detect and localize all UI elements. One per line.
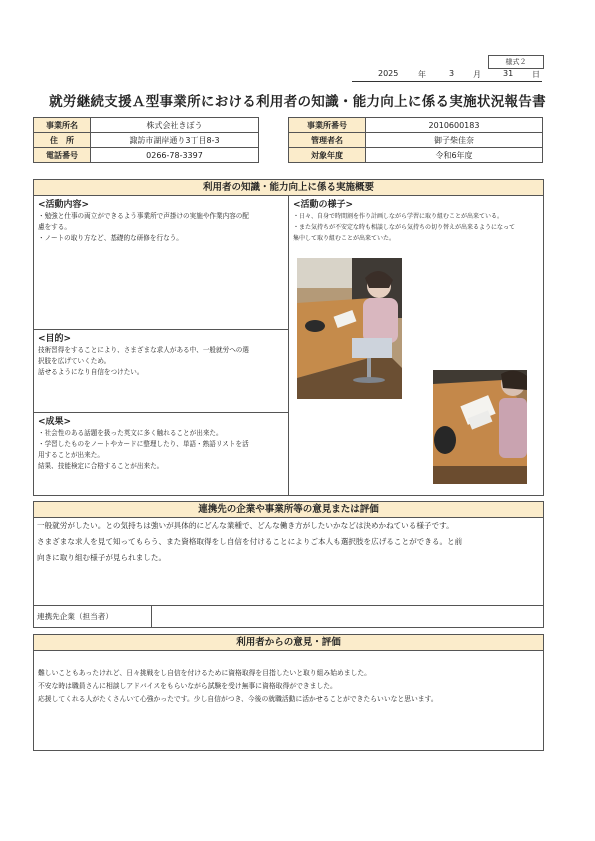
purpose-line-2: 択肢を広げていくため。 bbox=[38, 357, 111, 365]
phone: 0266-78-3397 bbox=[91, 148, 259, 163]
purpose-title: <目的> bbox=[38, 334, 72, 344]
date-year: 2025 bbox=[378, 69, 399, 78]
date-month-unit: 月 bbox=[473, 70, 481, 79]
user-heading: 利用者からの意見・評価 bbox=[34, 635, 543, 651]
result-line-4: 結果、技能検定に合格することが出来た。 bbox=[38, 462, 164, 470]
user-line-2: 不安な時は職員さんに相談しアドバイスをもらいながら試験を受け無事に資格取得ができました。 bbox=[38, 682, 337, 690]
activity-title: <活動内容> bbox=[38, 200, 90, 210]
partner-company-row bbox=[34, 605, 543, 628]
partner-heading: 連携先の企業や事業所等の意見または評価 bbox=[34, 502, 543, 518]
state-line-3: 集中して取り組むことが出来ていた。 bbox=[293, 235, 396, 242]
activity-line-1: ・勉強と仕事の両立ができるよう事業所で声掛けの実施や作業内容の配 bbox=[38, 212, 249, 220]
manager-label: 管理者名 bbox=[289, 133, 366, 148]
purpose-line-3: 話せるようになり自信をつけたい。 bbox=[38, 368, 144, 376]
purpose-line-1: 技術習得をすることにより、さまざまな求人がある中、一般就労への選 bbox=[38, 346, 249, 354]
date-day-unit: 日 bbox=[532, 70, 540, 79]
form-number: 様式２ bbox=[488, 55, 544, 69]
state-title: <活動の様子> bbox=[293, 200, 354, 210]
partner-company-label: 連携先企業（担当者） bbox=[34, 606, 152, 628]
office-name: 株式会社きぼう bbox=[91, 118, 259, 133]
partner-line-3: 向きに取り組む様子が見られました。 bbox=[37, 553, 167, 562]
address-label: 住 所 bbox=[34, 133, 91, 148]
result-line-3: 用することが出来た。 bbox=[38, 451, 104, 459]
activity-line-3: ・ノートの取り方など、基礎的な研修を行なう。 bbox=[38, 234, 183, 242]
state-line-2: ・また気持ちが不安定な時も相談しながら気持ちの切り替えが出来るようになって bbox=[293, 224, 516, 231]
purpose-box bbox=[34, 330, 289, 413]
fiscal-year-label: 対象年度 bbox=[289, 148, 366, 163]
user-line-1: 難しいこともあったけれど、日々挑戦をし自信を付けるために資格取得を目指したいと取り組み始めました。 bbox=[38, 669, 371, 677]
date-day: 31 bbox=[503, 69, 514, 78]
manager: 御子柴佳奈 bbox=[366, 133, 543, 148]
user-section bbox=[33, 634, 544, 751]
office-info-table-right bbox=[288, 117, 543, 163]
page-title: 就労継続支援Ａ型事業所における利用者の知識・能力向上に係る実施状況報告書 bbox=[49, 94, 546, 110]
state-box bbox=[289, 196, 543, 495]
user-line-3: 応援してくれる人がたくさんいて心強かったです。少し自信がつき、今後の就職活動に活かせることができたらいいなと思います。 bbox=[38, 695, 438, 703]
photo-1-illustration bbox=[297, 258, 402, 399]
office-number: 2010600183 bbox=[366, 118, 543, 133]
result-line-2: ・学習したものをノートやカードに整理したり、単語・熟語リストを活 bbox=[38, 440, 249, 448]
activity-box bbox=[34, 196, 289, 330]
office-name-label: 事業所名 bbox=[34, 118, 91, 133]
result-line-1: ・社会性のある話題を扱った英文に多く触れることが出来た。 bbox=[38, 429, 223, 437]
partner-line-1: 一般就労がしたい。との気持ちは強いが具体的にどんな業種で、どんな働き方がしたいかなどは決めかねている様子です。 bbox=[37, 521, 454, 530]
activity-line-2: 慮をする。 bbox=[38, 223, 71, 231]
fiscal-year: 令和6年度 bbox=[366, 148, 543, 163]
partner-section bbox=[33, 501, 544, 628]
report-date bbox=[352, 68, 542, 82]
activity-photo-2 bbox=[433, 370, 527, 484]
state-line-1: ・日々、自身で時間割を作り計画しながら学習に取り組むことが出来ている。 bbox=[293, 213, 504, 220]
office-number-label: 事業所番号 bbox=[289, 118, 366, 133]
address: 諏訪市湖岸通り3丁目8-3 bbox=[91, 133, 259, 148]
phone-label: 電話番号 bbox=[34, 148, 91, 163]
overview-section bbox=[33, 179, 544, 496]
activity-photo-1 bbox=[297, 258, 402, 399]
photo-2-illustration bbox=[433, 370, 527, 484]
result-box bbox=[34, 413, 289, 495]
date-month: 3 bbox=[449, 69, 455, 78]
date-year-unit: 年 bbox=[418, 70, 426, 79]
partner-line-2: さまざまな求人を見て知ってもらう、また資格取得をし自信を付けることによりご本人も選択肢を広げることができる。と前 bbox=[37, 537, 463, 546]
overview-heading: 利用者の知識・能力向上に係る実施概要 bbox=[34, 180, 543, 196]
partner-company-value bbox=[154, 606, 539, 628]
office-info-table-left bbox=[33, 117, 259, 163]
result-title: <成果> bbox=[38, 417, 72, 427]
